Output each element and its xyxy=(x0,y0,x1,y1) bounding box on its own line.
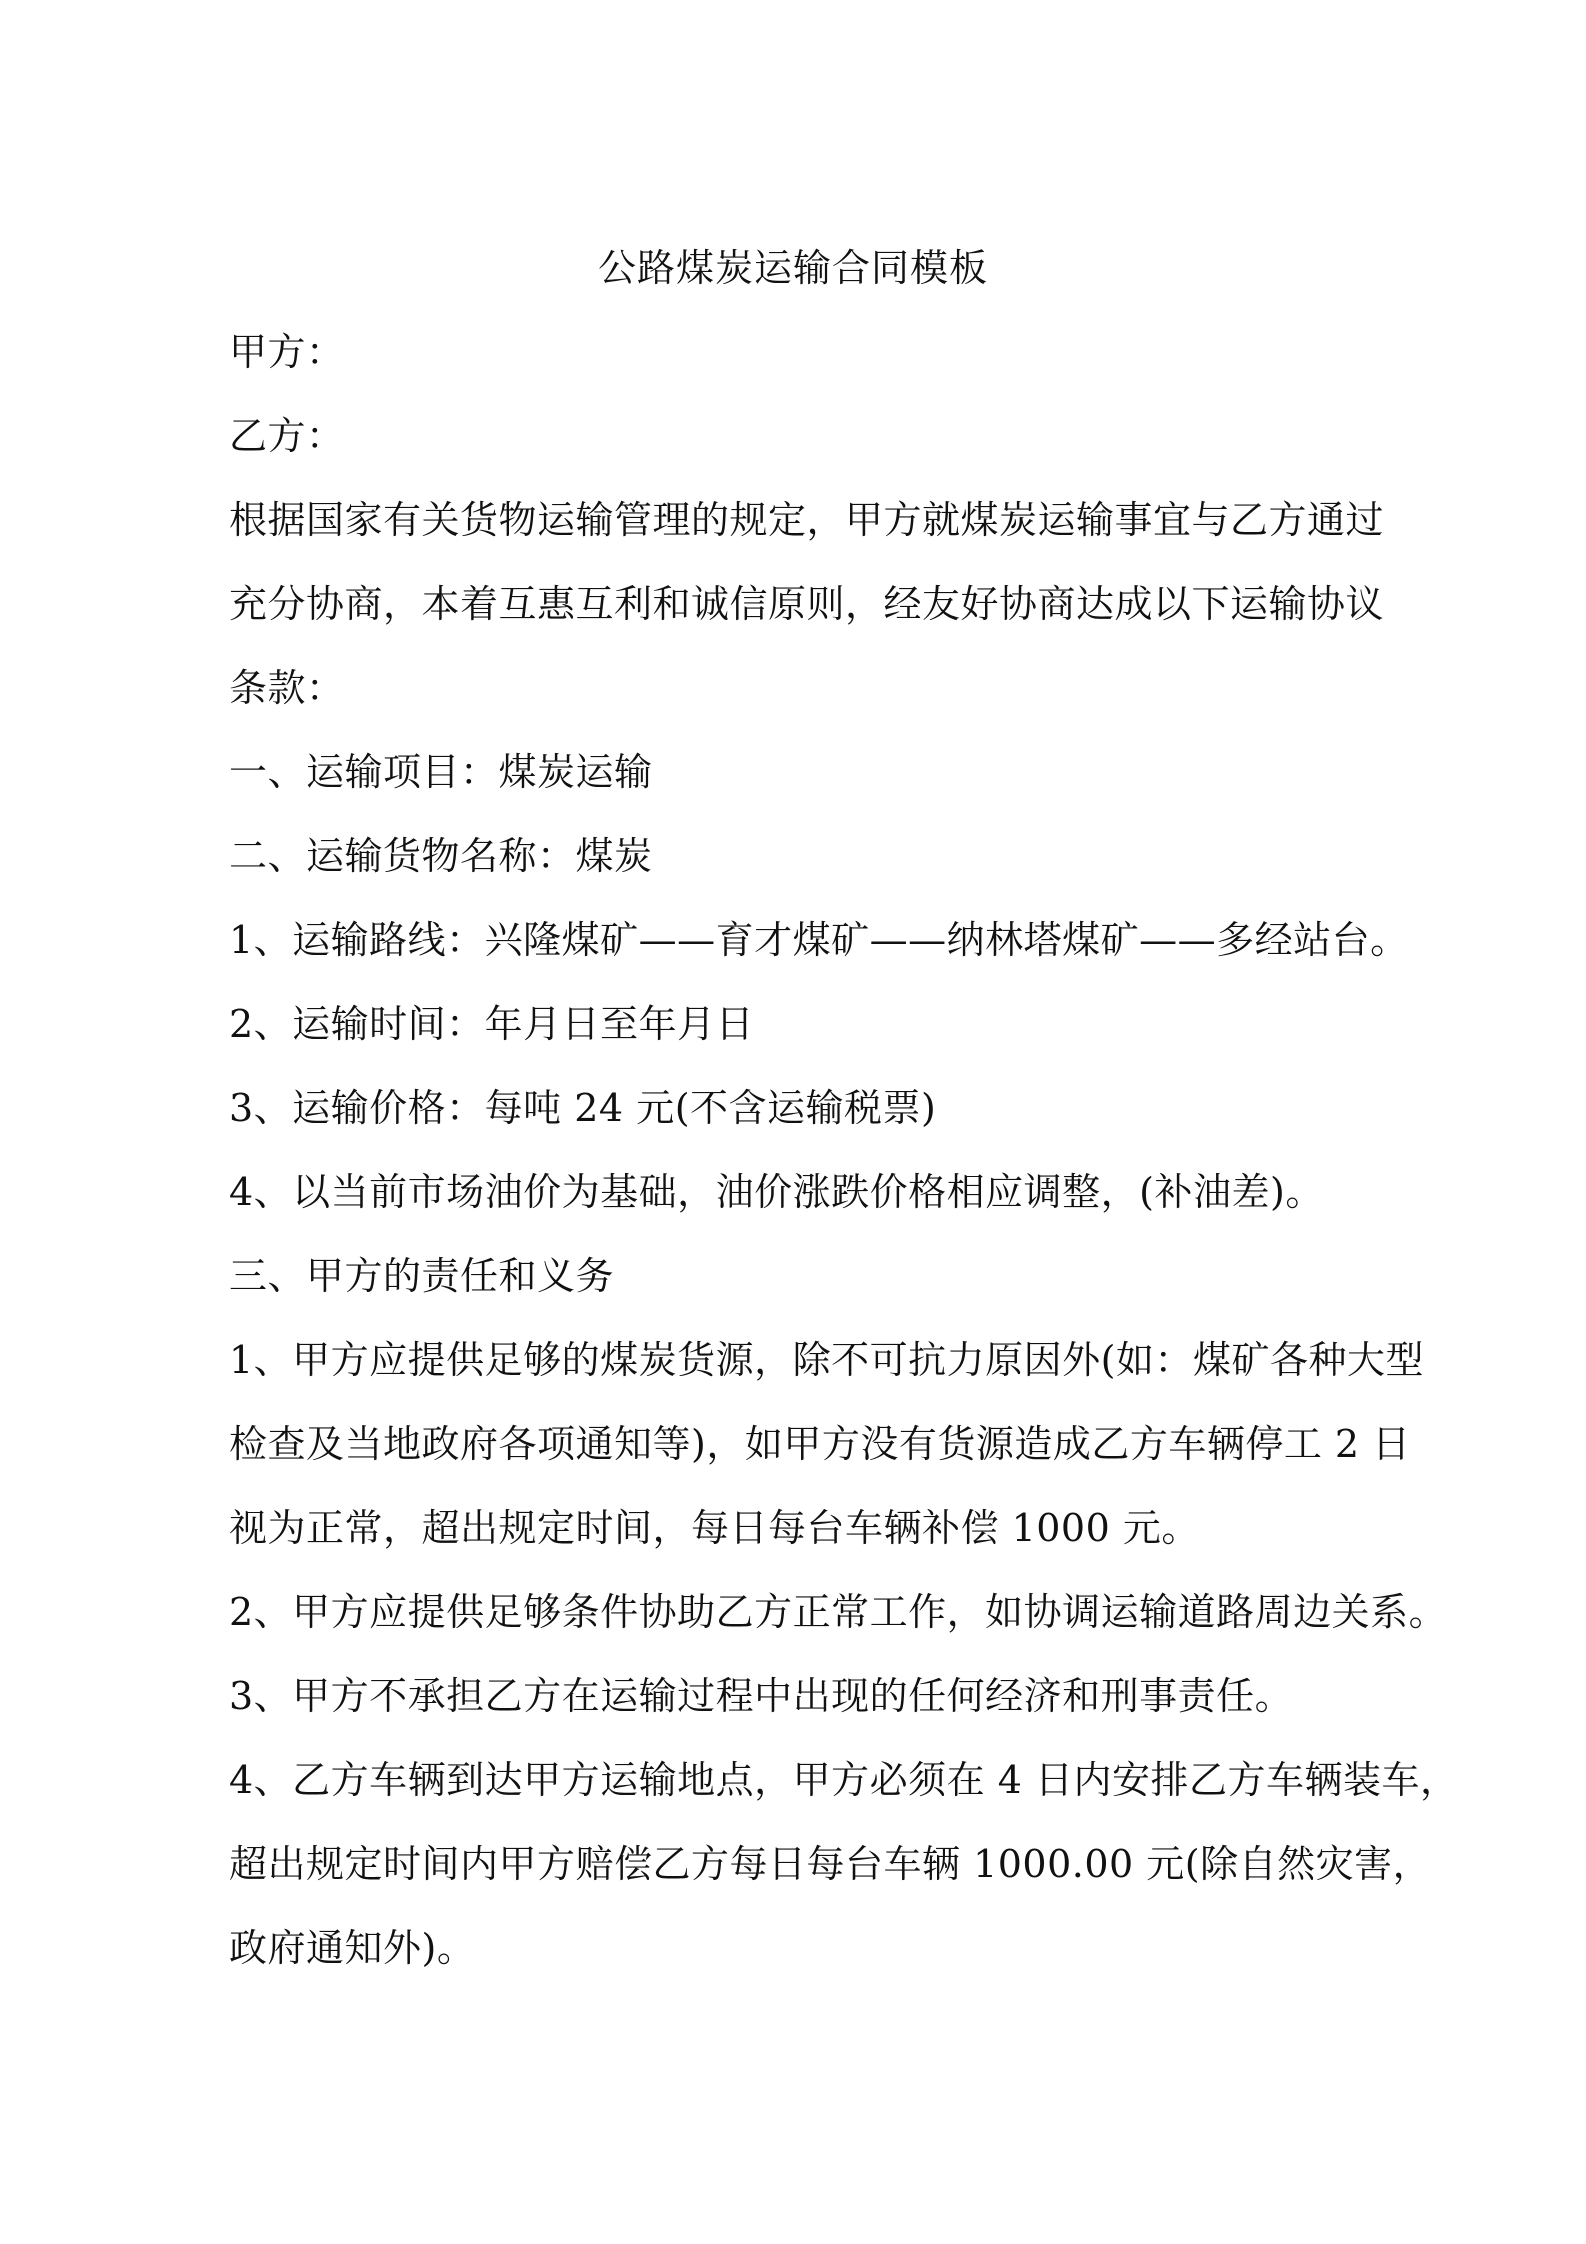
party-a-duty-4-line-1: 4、乙方车辆到达甲方运输地点，甲方必须在 4 日内安排乙方车辆装车， xyxy=(229,1758,1459,1802)
party-b-line: 乙方： xyxy=(229,414,345,458)
clause-price: 3、运输价格：每吨 24 元(不含运输税票) xyxy=(229,1086,937,1130)
party-a-duty-1-line-2: 检查及当地政府各项通知等)，如甲方没有货源造成乙方车辆停工 2 日 xyxy=(229,1422,1411,1466)
preamble-line-1: 根据国家有关货物运输管理的规定，甲方就煤炭运输事宜与乙方通过 xyxy=(229,498,1385,542)
party-a-line: 甲方： xyxy=(229,330,345,374)
document-body xyxy=(229,322,1459,2002)
party-a-duty-1-line-3: 视为正常，超出规定时间，每日每台车辆补偿 1000 元。 xyxy=(229,1506,1200,1550)
party-a-duty-2: 2、甲方应提供足够条件协助乙方正常工作，如协调运输道路周边关系。 xyxy=(229,1590,1448,1634)
section-2-heading: 二、运输货物名称：煤炭 xyxy=(229,834,653,878)
party-a-duty-4-line-2: 超出规定时间内甲方赔偿乙方每日每台车辆 1000.00 元(除自然灾害， xyxy=(229,1842,1432,1886)
party-a-duty-3: 3、甲方不承担乙方在运输过程中出现的任何经济和刑事责任。 xyxy=(229,1674,1294,1718)
party-a-duty-4-line-3: 政府通知外)。 xyxy=(229,1926,476,1970)
section-3-heading: 三、甲方的责任和义务 xyxy=(229,1254,615,1298)
party-a-duty-1-line-1: 1、甲方应提供足够的煤炭货源，除不可抗力原因外(如：煤矿各种大型 xyxy=(229,1338,1425,1382)
section-1-heading: 一、运输项目：煤炭运输 xyxy=(229,750,653,794)
clause-fuel: 4、以当前市场油价为基础，油价涨跌价格相应调整，(补油差)。 xyxy=(229,1170,1324,1214)
clause-time: 2、运输时间：年月日至年月日 xyxy=(229,1002,755,1046)
clause-route: 1、运输路线：兴隆煤矿——育才煤矿——纳林塔煤矿——多经站台。 xyxy=(229,918,1409,962)
preamble-line-2: 充分协商，本着互惠互利和诚信原则，经友好协商达成以下运输协议 xyxy=(229,582,1385,626)
document-title: 公路煤炭运输合同模板 xyxy=(597,246,988,290)
preamble-line-3: 条款： xyxy=(229,666,345,710)
